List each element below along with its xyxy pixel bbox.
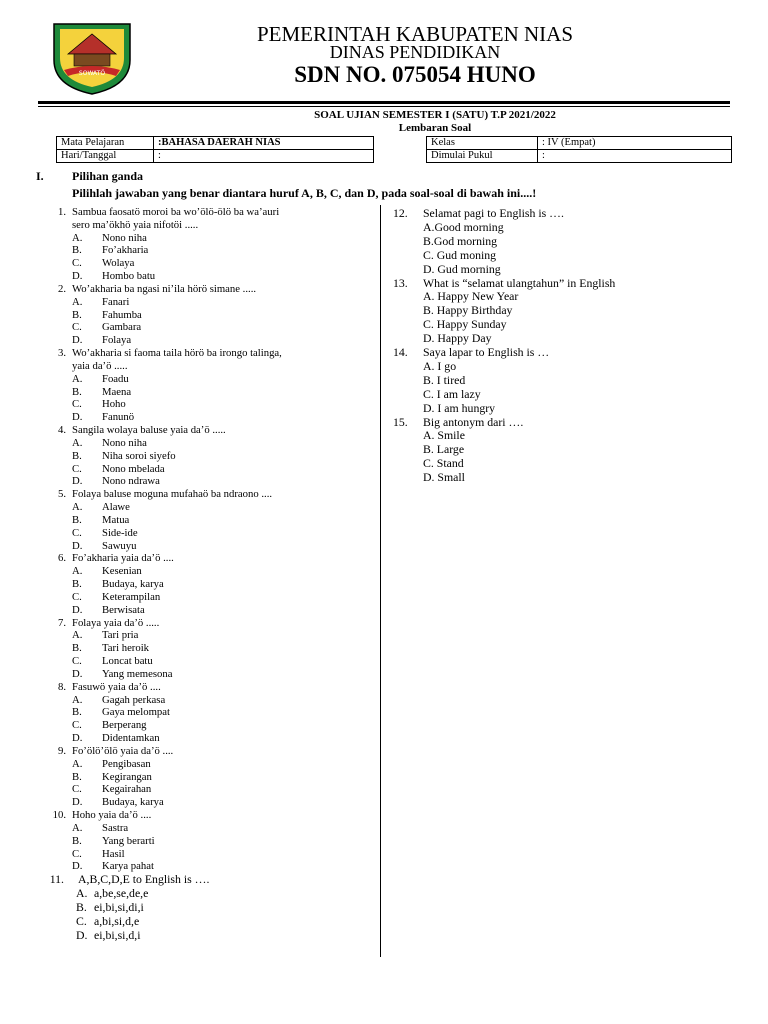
question-label: Fo’ölö’ölö yaia da’ö .... — [72, 744, 174, 757]
option-text: Didentamkan — [102, 732, 160, 745]
answer-option — [76, 887, 148, 900]
option-text: Foadu — [102, 372, 129, 385]
option-text: Sastra — [102, 821, 129, 834]
answer-option — [72, 437, 147, 450]
question-label: Wo’akharia si faoma taila hörö ba irongo talinga, — [72, 347, 282, 360]
option-letter: A. — [72, 693, 83, 706]
option-text: Wolaya — [102, 257, 135, 270]
option-letter: C. — [72, 655, 82, 668]
option-letter: B. — [72, 308, 82, 321]
answer-option — [72, 668, 172, 681]
option-text: Gagah perkasa — [102, 693, 166, 706]
option-letter: A. — [76, 886, 88, 901]
answer-option — [72, 450, 176, 463]
option-text: Gaya melompat — [102, 706, 170, 719]
answer-option: C. I am lazy — [423, 386, 481, 401]
option-text: Budaya, karya — [102, 578, 164, 591]
option-text: Nono mbelada — [102, 462, 165, 475]
time-label: Dimulai Pukul — [427, 150, 538, 163]
answer-option — [72, 771, 152, 784]
option-letter: B. — [72, 385, 82, 398]
option-letter: C. — [72, 590, 82, 603]
option-text: Fanunö — [102, 411, 135, 424]
question-text — [393, 275, 616, 290]
question-label: Folaya baluse moguna mufahaö ba ndraono .... — [72, 488, 273, 501]
answer-option — [72, 270, 155, 283]
option-text: Matua — [102, 513, 130, 526]
question-text — [57, 347, 282, 360]
question-text — [57, 488, 273, 501]
option-text: Budaya, karya — [102, 796, 164, 809]
answer-option — [72, 527, 138, 540]
answer-option — [72, 334, 131, 347]
section-instruction: Pilihlah jawaban yang benar diantara huruf A, B, C, dan D, pada soal-soal di bawah ini....! — [72, 186, 537, 200]
answer-option: C. Stand — [423, 456, 464, 471]
option-text: Hombo batu — [102, 270, 156, 283]
answer-option: C. Happy Sunday — [423, 317, 507, 332]
option-text: Hasil — [102, 847, 125, 860]
option-letter: C. — [72, 847, 82, 860]
option-text: Side-ide — [102, 526, 138, 539]
question-text — [57, 616, 160, 630]
answer-option: B. I tired — [423, 372, 466, 387]
option-text: Fahumba — [102, 308, 142, 321]
option-letter: A. — [72, 757, 83, 770]
header-government: PEMERINTAH KABUPATEN NIAS — [256, 22, 574, 46]
question-number: 12. — [393, 206, 408, 220]
answer-option — [72, 655, 153, 668]
answer-option — [72, 719, 147, 732]
answer-option — [72, 758, 151, 771]
question-number: 11. — [49, 872, 64, 887]
option-text: Tari heroik — [102, 642, 150, 655]
question-label: Fo’akharia yaia da’ö .... — [72, 552, 174, 565]
option-text: Kesenian — [102, 565, 142, 578]
answer-option — [72, 578, 164, 591]
answer-option: A.Good morning — [423, 219, 504, 234]
option-letter: A. — [72, 295, 83, 308]
option-text: Nono ndrawa — [102, 475, 160, 488]
question-label: Big antonym dari …. — [423, 414, 524, 429]
option-letter: D. — [72, 603, 83, 616]
answer-option — [72, 321, 141, 334]
option-letter: B. — [72, 770, 82, 783]
option-letter: C. — [72, 526, 82, 539]
option-letter: B. — [76, 899, 87, 914]
question-text — [57, 552, 174, 565]
sheet-title: Lembaran Soal — [398, 122, 472, 134]
option-text: a,bi,si,d,e — [94, 913, 140, 928]
answer-option: A. Smile — [423, 428, 465, 443]
option-text: Karya pahat — [102, 860, 154, 873]
option-letter: D. — [76, 927, 88, 942]
answer-option — [72, 244, 148, 257]
column-divider — [380, 205, 381, 957]
option-text: ei,bi,si,d,i — [94, 927, 141, 942]
option-text: Berwisata — [102, 603, 145, 616]
option-letter: D. — [72, 667, 83, 680]
option-letter: D. — [72, 475, 83, 488]
question-label: Wo’akharia ba ngasi ni’ila hörö simane ..... — [72, 282, 257, 295]
option-letter: A. — [72, 629, 83, 642]
question-number: 3. — [57, 347, 66, 360]
question-text — [393, 206, 564, 220]
option-letter: A. — [72, 231, 83, 244]
option-letter: C. — [72, 719, 82, 732]
option-letter: A. — [72, 565, 83, 578]
answer-option — [72, 501, 130, 514]
question-number: 6. — [57, 552, 66, 565]
answer-option — [72, 309, 142, 322]
question-number: 2. — [57, 282, 66, 295]
time-value: : — [538, 150, 732, 163]
question-text — [57, 424, 226, 437]
answer-option — [72, 296, 129, 309]
answer-option — [72, 629, 138, 642]
exam-title: SOAL UJIAN SEMESTER I (SATU) T.P 2021/2022 — [314, 109, 556, 121]
answer-option — [72, 835, 155, 848]
class-value: : IV (Empat) — [538, 137, 732, 150]
info-table-right — [426, 136, 732, 163]
answer-option — [72, 694, 165, 707]
answer-option — [72, 732, 160, 745]
question-text — [393, 414, 524, 429]
question-text — [57, 206, 280, 219]
option-letter: C. — [72, 257, 82, 270]
question-number: 15. — [393, 414, 408, 429]
option-text: Keterampilan — [102, 590, 161, 603]
option-text: Hoho — [102, 398, 126, 411]
answer-option — [72, 706, 170, 719]
date-label: Hari/Tanggal — [57, 150, 154, 163]
option-text: Loncat batu — [102, 655, 153, 668]
option-letter: D. — [72, 334, 83, 347]
answer-option: A. I go — [423, 358, 457, 373]
option-text: Nono niha — [102, 231, 147, 244]
answer-option — [72, 475, 160, 488]
question-number: 10. — [52, 809, 66, 821]
answer-option — [72, 642, 149, 655]
answer-option — [72, 604, 145, 617]
answer-option — [72, 783, 151, 796]
section-number: I. — [36, 169, 44, 183]
answer-option — [72, 514, 129, 527]
option-letter: D. — [72, 860, 83, 873]
option-letter: C. — [72, 783, 82, 796]
option-letter: A. — [72, 372, 83, 385]
option-letter: C. — [72, 321, 82, 334]
option-text: a,be,se,de,e — [94, 886, 149, 901]
question-text — [52, 809, 152, 822]
option-text: Yang berarti — [102, 834, 155, 847]
answer-option — [72, 848, 125, 861]
question-text-continued — [72, 360, 128, 373]
option-text: Fanari — [102, 295, 130, 308]
question-label: yaia da’ö ..... — [72, 359, 128, 372]
option-letter: C. — [72, 398, 82, 411]
class-label: Kelas — [427, 137, 538, 150]
question-label: What is “selamat ulangtahun” in English — [423, 275, 616, 290]
question-number: 5. — [57, 488, 66, 501]
option-letter: B. — [72, 642, 82, 655]
option-text: Gambara — [102, 321, 142, 334]
option-text: Alawe — [102, 501, 130, 514]
header-rule-thick — [38, 101, 730, 104]
question-label: Folaya yaia da’ö ..... — [72, 616, 160, 629]
question-label: Sambua faosatö moroi ba wo’ölö-ölö ba wa’auri — [72, 206, 280, 218]
option-letter: D. — [72, 796, 83, 809]
question-label: Hoho yaia da’ö .... — [72, 809, 152, 821]
option-letter: A. — [72, 436, 83, 449]
option-text: Tari pria — [102, 629, 139, 642]
option-letter: D. — [72, 732, 83, 745]
question-text — [57, 680, 161, 694]
option-text: ei,bi,si,di,i — [94, 899, 144, 914]
answer-option: D. Small — [423, 470, 465, 485]
question-text — [393, 345, 550, 359]
question-label: sero ma’ökhö yaia nifotöi ..... — [72, 218, 199, 231]
question-text — [49, 872, 210, 887]
option-letter: B. — [72, 706, 82, 719]
option-letter: A. — [72, 821, 83, 834]
question-label: Fasuwö yaia da’ö .... — [72, 680, 161, 693]
answer-option — [76, 929, 141, 942]
answer-option: D. I am hungry — [423, 400, 496, 415]
section-title: Pilihan ganda — [72, 169, 144, 183]
option-text: Folaya — [102, 334, 132, 347]
question-label: Sangila wolaya baluse yaia da’ö ..... — [72, 424, 226, 437]
option-text: Kegairahan — [102, 783, 152, 796]
option-letter: C. — [76, 913, 87, 928]
option-letter: D. — [72, 539, 83, 552]
answer-option: A. Happy New Year — [423, 289, 519, 304]
answer-option: B. Happy Birthday — [423, 303, 513, 318]
option-letter: D. — [72, 270, 83, 283]
date-value: : — [154, 150, 374, 163]
subject-label: Mata Pelajaran — [57, 137, 154, 150]
logo-motto: SOWATÖ — [78, 70, 106, 77]
answer-option — [72, 822, 128, 835]
option-text: Maena — [102, 385, 132, 398]
answer-option — [72, 257, 134, 270]
answer-option: B. Large — [423, 442, 465, 457]
option-text: Fo’akharia — [102, 244, 149, 257]
question-number: 9. — [57, 744, 66, 757]
option-letter: C. — [72, 462, 82, 475]
answer-option — [72, 565, 142, 578]
question-text-continued — [72, 219, 198, 232]
answer-option: C. Gud moning — [423, 247, 497, 262]
option-text: Niha soroi siyefo — [102, 449, 176, 462]
answer-option — [76, 915, 139, 928]
info-table-left — [56, 136, 374, 163]
question-label: Selamat pagi to English is …. — [423, 206, 564, 220]
answer-option — [72, 796, 164, 809]
option-letter: D. — [72, 411, 83, 424]
option-text: Kegirangan — [102, 770, 152, 783]
option-letter: B. — [72, 834, 82, 847]
option-text: Sawuyu — [102, 539, 137, 552]
option-letter: B. — [72, 578, 82, 591]
header-school: SDN NO. 075054 HUNO — [294, 62, 536, 87]
answer-option — [72, 373, 129, 386]
question-number: 4. — [57, 424, 66, 437]
option-letter: B. — [72, 449, 82, 462]
answer-option: D. Happy Day — [423, 331, 492, 346]
question-number: 1. — [57, 206, 66, 218]
header-rule-thin — [38, 106, 730, 107]
answer-option — [72, 463, 165, 476]
subject-value: :BAHASA DAERAH NIAS — [154, 137, 374, 150]
answer-option: D. Gud morning — [423, 261, 501, 276]
question-number: 14. — [393, 345, 408, 359]
question-number: 13. — [393, 275, 408, 290]
option-text: Pengibasan — [102, 757, 151, 770]
answer-option — [72, 398, 126, 411]
answer-option — [72, 232, 147, 245]
answer-option: B.God morning — [423, 233, 498, 248]
answer-option — [72, 386, 131, 399]
header-department: DINAS PENDIDIKAN — [329, 42, 501, 62]
option-letter: B. — [72, 244, 82, 257]
option-letter: B. — [72, 513, 82, 526]
question-number: 7. — [57, 616, 66, 629]
option-letter: A. — [72, 501, 83, 514]
question-label: A,B,C,D,E to English is …. — [78, 872, 210, 887]
answer-option — [72, 540, 136, 553]
answer-option — [72, 411, 134, 424]
question-text — [57, 744, 174, 758]
question-number: 8. — [57, 680, 66, 693]
question-label: Saya lapar to English is … — [423, 345, 550, 359]
answer-option — [72, 591, 160, 604]
option-text: Berperang — [102, 719, 147, 732]
question-text — [57, 282, 257, 296]
answer-option — [76, 901, 144, 914]
option-text: Yang memesona — [102, 667, 173, 680]
option-text: Nono niha — [102, 436, 147, 449]
